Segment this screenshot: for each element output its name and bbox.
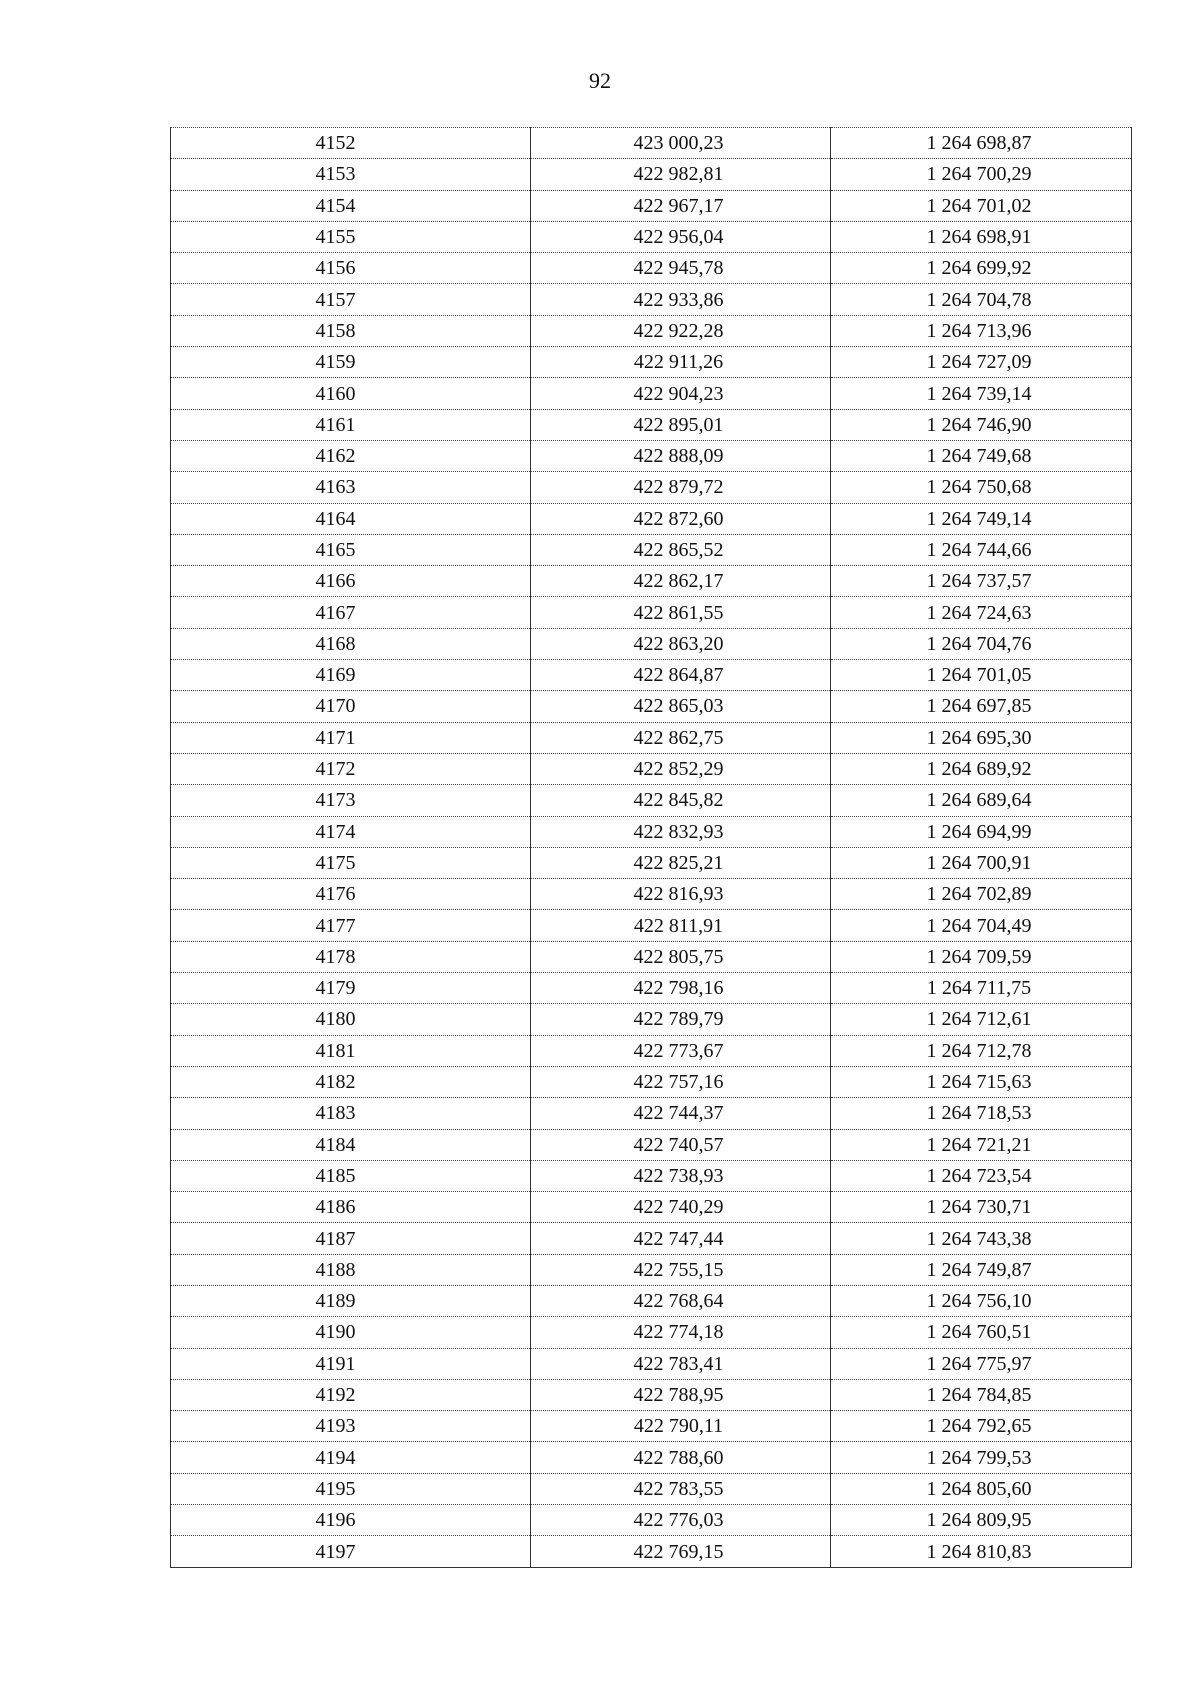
y-coordinate-cell: 1 264 699,92 (831, 253, 1132, 284)
x-coordinate-cell: 422 755,15 (531, 1254, 831, 1285)
point-number-cell: 4175 (171, 847, 531, 878)
table-row (171, 1536, 1132, 1567)
point-number-cell: 4183 (171, 1098, 531, 1129)
table-row (171, 1317, 1132, 1348)
y-coordinate-cell: 1 264 689,92 (831, 753, 1132, 784)
y-coordinate-cell: 1 264 704,76 (831, 628, 1132, 659)
y-coordinate-cell: 1 264 749,68 (831, 440, 1132, 471)
x-coordinate-cell: 422 872,60 (531, 503, 831, 534)
x-coordinate-cell: 422 864,87 (531, 660, 831, 691)
x-coordinate-cell: 422 757,16 (531, 1066, 831, 1097)
y-coordinate-cell: 1 264 700,91 (831, 847, 1132, 878)
point-number-cell: 4177 (171, 910, 531, 941)
x-coordinate-cell: 422 774,18 (531, 1317, 831, 1348)
table-row (171, 347, 1132, 378)
y-coordinate-cell: 1 264 743,38 (831, 1223, 1132, 1254)
table-row (171, 1254, 1132, 1285)
y-coordinate-cell: 1 264 712,61 (831, 1004, 1132, 1035)
point-number-cell: 4191 (171, 1348, 531, 1379)
point-number-cell: 4167 (171, 597, 531, 628)
x-coordinate-cell: 422 776,03 (531, 1505, 831, 1536)
x-coordinate-cell: 422 863,20 (531, 628, 831, 659)
y-coordinate-cell: 1 264 746,90 (831, 409, 1132, 440)
y-coordinate-cell: 1 264 737,57 (831, 566, 1132, 597)
y-coordinate-cell: 1 264 698,91 (831, 221, 1132, 252)
point-number-cell: 4196 (171, 1505, 531, 1536)
x-coordinate-cell: 422 861,55 (531, 597, 831, 628)
y-coordinate-cell: 1 264 701,05 (831, 660, 1132, 691)
table-row (171, 534, 1132, 565)
point-number-cell: 4190 (171, 1317, 531, 1348)
x-coordinate-cell: 422 747,44 (531, 1223, 831, 1254)
x-coordinate-cell: 422 865,03 (531, 691, 831, 722)
point-number-cell: 4160 (171, 378, 531, 409)
point-number-cell: 4156 (171, 253, 531, 284)
x-coordinate-cell: 422 783,55 (531, 1473, 831, 1504)
x-coordinate-cell: 422 825,21 (531, 847, 831, 878)
x-coordinate-cell: 422 862,17 (531, 566, 831, 597)
y-coordinate-cell: 1 264 805,60 (831, 1473, 1132, 1504)
x-coordinate-cell: 422 769,15 (531, 1536, 831, 1567)
y-coordinate-cell: 1 264 760,51 (831, 1317, 1132, 1348)
table-row (171, 1411, 1132, 1442)
x-coordinate-cell: 422 738,93 (531, 1160, 831, 1191)
point-number-cell: 4169 (171, 660, 531, 691)
y-coordinate-cell: 1 264 715,63 (831, 1066, 1132, 1097)
point-number-cell: 4180 (171, 1004, 531, 1035)
y-coordinate-cell: 1 264 775,97 (831, 1348, 1132, 1379)
x-coordinate-cell: 422 865,52 (531, 534, 831, 565)
y-coordinate-cell: 1 264 704,49 (831, 910, 1132, 941)
x-coordinate-cell: 423 000,23 (531, 128, 831, 159)
table-row (171, 1035, 1132, 1066)
point-number-cell: 4192 (171, 1379, 531, 1410)
y-coordinate-cell: 1 264 744,66 (831, 534, 1132, 565)
table-row (171, 472, 1132, 503)
table-row (171, 722, 1132, 753)
point-number-cell: 4168 (171, 628, 531, 659)
x-coordinate-cell: 422 740,57 (531, 1129, 831, 1160)
table-row (171, 315, 1132, 346)
table-row (171, 910, 1132, 941)
point-number-cell: 4170 (171, 691, 531, 722)
x-coordinate-cell: 422 768,64 (531, 1285, 831, 1316)
point-number-cell: 4163 (171, 472, 531, 503)
point-number-cell: 4165 (171, 534, 531, 565)
table-row (171, 1473, 1132, 1504)
y-coordinate-cell: 1 264 792,65 (831, 1411, 1132, 1442)
table-row (171, 1505, 1132, 1536)
table-row (171, 284, 1132, 315)
y-coordinate-cell: 1 264 713,96 (831, 315, 1132, 346)
table-row (171, 691, 1132, 722)
y-coordinate-cell: 1 264 810,83 (831, 1536, 1132, 1567)
table-row (171, 660, 1132, 691)
y-coordinate-cell: 1 264 721,21 (831, 1129, 1132, 1160)
point-number-cell: 4178 (171, 941, 531, 972)
table-row (171, 409, 1132, 440)
x-coordinate-cell: 422 811,91 (531, 910, 831, 941)
x-coordinate-cell: 422 789,79 (531, 1004, 831, 1035)
y-coordinate-cell: 1 264 698,87 (831, 128, 1132, 159)
x-coordinate-cell: 422 933,86 (531, 284, 831, 315)
table-row (171, 816, 1132, 847)
y-coordinate-cell: 1 264 750,68 (831, 472, 1132, 503)
y-coordinate-cell: 1 264 704,78 (831, 284, 1132, 315)
point-number-cell: 4158 (171, 315, 531, 346)
point-number-cell: 4195 (171, 1473, 531, 1504)
table-row (171, 1129, 1132, 1160)
table-row (171, 847, 1132, 878)
table-row (171, 1160, 1132, 1191)
y-coordinate-cell: 1 264 695,30 (831, 722, 1132, 753)
table-row (171, 1066, 1132, 1097)
y-coordinate-cell: 1 264 694,99 (831, 816, 1132, 847)
x-coordinate-cell: 422 788,60 (531, 1442, 831, 1473)
point-number-cell: 4174 (171, 816, 531, 847)
point-number-cell: 4157 (171, 284, 531, 315)
point-number-cell: 4153 (171, 159, 531, 190)
y-coordinate-cell: 1 264 718,53 (831, 1098, 1132, 1129)
table-row (171, 973, 1132, 1004)
x-coordinate-cell: 422 740,29 (531, 1192, 831, 1223)
x-coordinate-cell: 422 788,95 (531, 1379, 831, 1410)
table-row (171, 1348, 1132, 1379)
table-row (171, 753, 1132, 784)
point-number-cell: 4162 (171, 440, 531, 471)
y-coordinate-cell: 1 264 756,10 (831, 1285, 1132, 1316)
table-row (171, 1379, 1132, 1410)
y-coordinate-cell: 1 264 723,54 (831, 1160, 1132, 1191)
table-row (171, 597, 1132, 628)
y-coordinate-cell: 1 264 799,53 (831, 1442, 1132, 1473)
table-row (171, 378, 1132, 409)
point-number-cell: 4159 (171, 347, 531, 378)
y-coordinate-cell: 1 264 697,85 (831, 691, 1132, 722)
point-number-cell: 4187 (171, 1223, 531, 1254)
point-number-cell: 4173 (171, 785, 531, 816)
point-number-cell: 4176 (171, 879, 531, 910)
table-row (171, 253, 1132, 284)
x-coordinate-cell: 422 832,93 (531, 816, 831, 847)
x-coordinate-cell: 422 879,72 (531, 472, 831, 503)
point-number-cell: 4171 (171, 722, 531, 753)
table-row (171, 1098, 1132, 1129)
point-number-cell: 4197 (171, 1536, 531, 1567)
y-coordinate-cell: 1 264 709,59 (831, 941, 1132, 972)
point-number-cell: 4164 (171, 503, 531, 534)
table-row (171, 440, 1132, 471)
table-row (171, 628, 1132, 659)
table-row (171, 785, 1132, 816)
table-row (171, 190, 1132, 221)
x-coordinate-cell: 422 845,82 (531, 785, 831, 816)
x-coordinate-cell: 422 805,75 (531, 941, 831, 972)
point-number-cell: 4185 (171, 1160, 531, 1191)
point-number-cell: 4179 (171, 973, 531, 1004)
point-number-cell: 4166 (171, 566, 531, 597)
table-row (171, 1223, 1132, 1254)
y-coordinate-cell: 1 264 700,29 (831, 159, 1132, 190)
table-row (171, 1192, 1132, 1223)
x-coordinate-cell: 422 852,29 (531, 753, 831, 784)
table-row (171, 159, 1132, 190)
point-number-cell: 4161 (171, 409, 531, 440)
point-number-cell: 4152 (171, 128, 531, 159)
table-row (171, 1285, 1132, 1316)
point-number-cell: 4154 (171, 190, 531, 221)
table-row (171, 941, 1132, 972)
x-coordinate-cell: 422 790,11 (531, 1411, 831, 1442)
x-coordinate-cell: 422 888,09 (531, 440, 831, 471)
x-coordinate-cell: 422 904,23 (531, 378, 831, 409)
point-number-cell: 4193 (171, 1411, 531, 1442)
y-coordinate-cell: 1 264 784,85 (831, 1379, 1132, 1410)
point-number-cell: 4172 (171, 753, 531, 784)
coordinates-table (170, 127, 1132, 1568)
y-coordinate-cell: 1 264 702,89 (831, 879, 1132, 910)
x-coordinate-cell: 422 798,16 (531, 973, 831, 1004)
x-coordinate-cell: 422 956,04 (531, 221, 831, 252)
table-row (171, 1442, 1132, 1473)
y-coordinate-cell: 1 264 749,14 (831, 503, 1132, 534)
y-coordinate-cell: 1 264 739,14 (831, 378, 1132, 409)
y-coordinate-cell: 1 264 724,63 (831, 597, 1132, 628)
x-coordinate-cell: 422 816,93 (531, 879, 831, 910)
table-row (171, 503, 1132, 534)
y-coordinate-cell: 1 264 727,09 (831, 347, 1132, 378)
y-coordinate-cell: 1 264 712,78 (831, 1035, 1132, 1066)
x-coordinate-cell: 422 773,67 (531, 1035, 831, 1066)
table-row (171, 566, 1132, 597)
coordinates-table-body (171, 128, 1132, 1568)
x-coordinate-cell: 422 967,17 (531, 190, 831, 221)
point-number-cell: 4194 (171, 1442, 531, 1473)
x-coordinate-cell: 422 922,28 (531, 315, 831, 346)
y-coordinate-cell: 1 264 689,64 (831, 785, 1132, 816)
x-coordinate-cell: 422 911,26 (531, 347, 831, 378)
y-coordinate-cell: 1 264 730,71 (831, 1192, 1132, 1223)
point-number-cell: 4186 (171, 1192, 531, 1223)
table-row (171, 1004, 1132, 1035)
point-number-cell: 4188 (171, 1254, 531, 1285)
table-row (171, 221, 1132, 252)
x-coordinate-cell: 422 744,37 (531, 1098, 831, 1129)
x-coordinate-cell: 422 895,01 (531, 409, 831, 440)
x-coordinate-cell: 422 945,78 (531, 253, 831, 284)
page-number: 92 (589, 68, 611, 93)
point-number-cell: 4184 (171, 1129, 531, 1160)
x-coordinate-cell: 422 783,41 (531, 1348, 831, 1379)
x-coordinate-cell: 422 982,81 (531, 159, 831, 190)
y-coordinate-cell: 1 264 711,75 (831, 973, 1132, 1004)
table-row (171, 879, 1132, 910)
y-coordinate-cell: 1 264 809,95 (831, 1505, 1132, 1536)
x-coordinate-cell: 422 862,75 (531, 722, 831, 753)
y-coordinate-cell: 1 264 701,02 (831, 190, 1132, 221)
point-number-cell: 4182 (171, 1066, 531, 1097)
table-row (171, 128, 1132, 159)
y-coordinate-cell: 1 264 749,87 (831, 1254, 1132, 1285)
point-number-cell: 4181 (171, 1035, 531, 1066)
point-number-cell: 4189 (171, 1285, 531, 1316)
point-number-cell: 4155 (171, 221, 531, 252)
